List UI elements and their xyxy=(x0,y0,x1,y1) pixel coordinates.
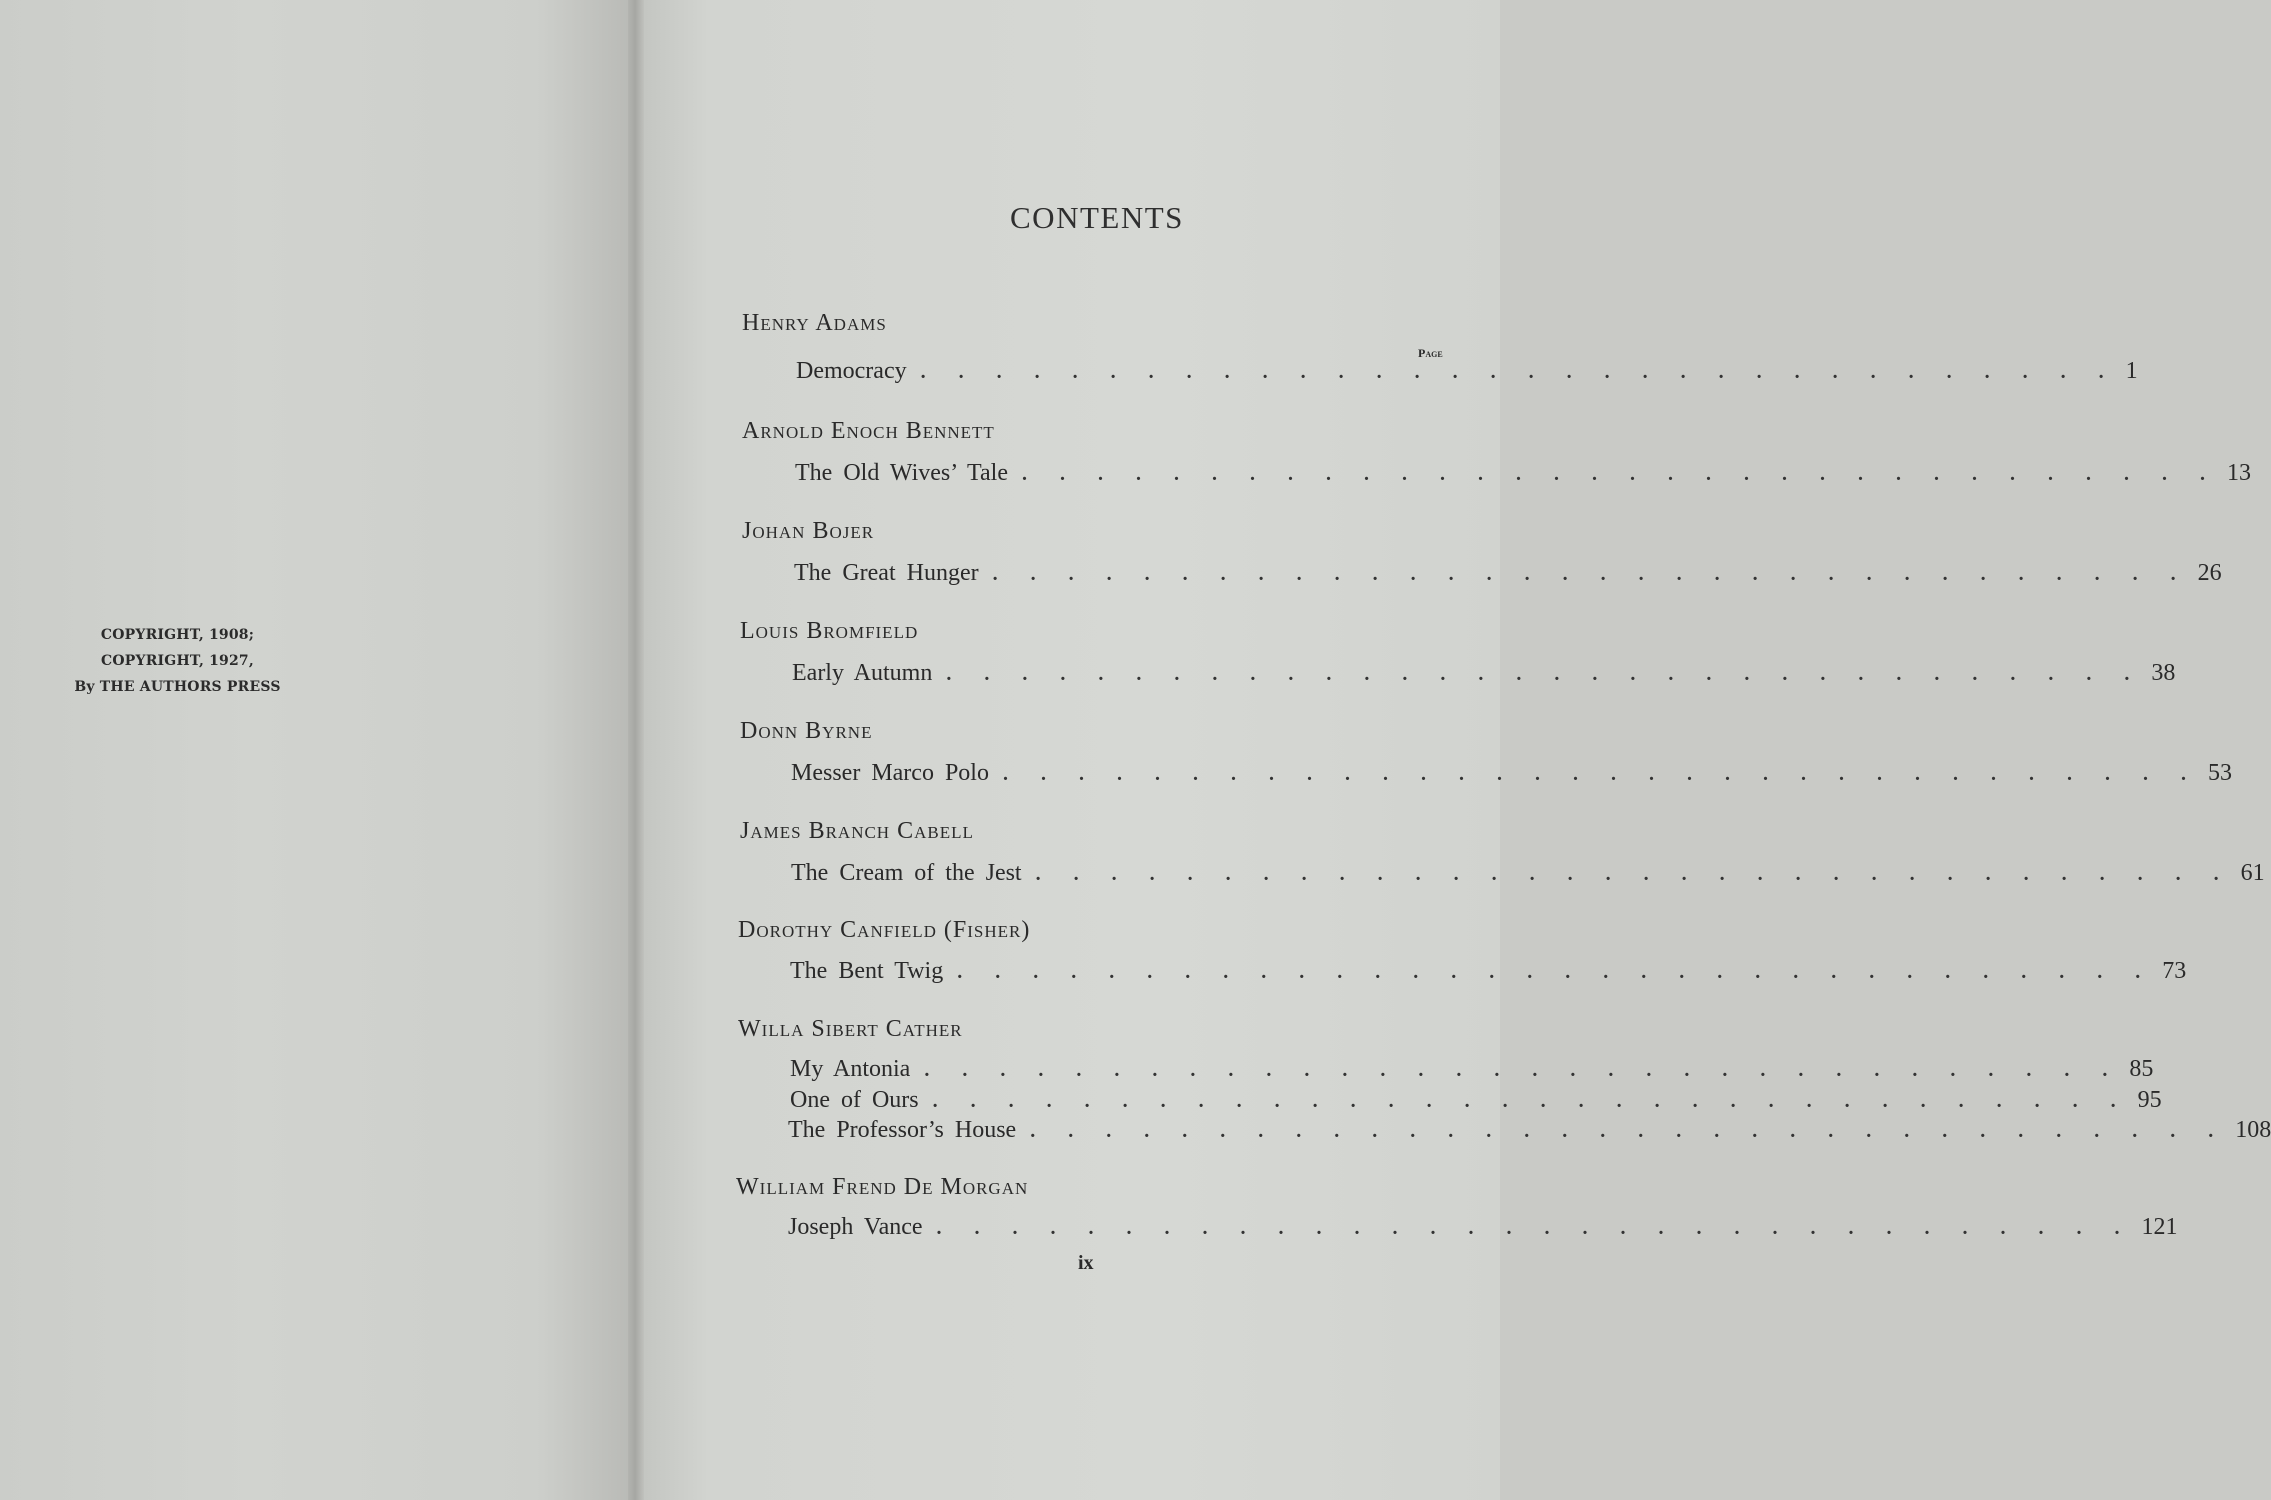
author-name: James Branch Cabell xyxy=(740,818,974,844)
dot-leader: . . . . . . . . . . . . . . . . . . . . . . . . . . . . . . . . xyxy=(932,1090,2130,1112)
toc-entry xyxy=(788,1214,2178,1246)
page-number: 26 xyxy=(2197,560,2222,586)
book-gutter xyxy=(628,0,644,1500)
toc-entry xyxy=(791,860,2265,892)
work-title: The Professor’s House xyxy=(788,1117,1017,1143)
author-name: Donn Byrne xyxy=(740,718,873,744)
dot-leader: . . . . . . . . . . . . . . . . . . . . . . . . . . . . . . . . xyxy=(936,1217,2134,1239)
author-name: Johan Bojer xyxy=(742,518,875,544)
page-number: 108 xyxy=(2235,1117,2271,1143)
dot-leader: . . . . . . . . . . . . . . . . . . . . . . . . . . . . . . . . xyxy=(1035,863,2233,885)
publisher-line: By THE AUTHORS PRESS xyxy=(74,679,281,695)
copyright-line: COPYRIGHT, 1908; xyxy=(100,627,255,643)
toc-entry xyxy=(792,660,2176,692)
page-folio: ix xyxy=(1078,1252,1094,1274)
page-number: 121 xyxy=(2141,1214,2178,1240)
dot-leader: . . . . . . . . . . . . . . . . . . . . . . . . . . . . . . . . xyxy=(957,961,2155,983)
work-title: The Old Wives’ Tale xyxy=(795,460,1008,486)
toc-entry xyxy=(788,1117,2271,1149)
author-name: Louis Bromfield xyxy=(740,618,919,644)
dot-leader: . . . . . . . . . . . . . . . . . . . . . . . . . . . . . . . . xyxy=(1021,463,2219,485)
page-number: 95 xyxy=(2137,1087,2162,1113)
work-title: Early Autumn xyxy=(792,660,933,686)
work-title: Joseph Vance xyxy=(788,1214,923,1240)
page-number: 13 xyxy=(2226,460,2251,486)
work-title: Democracy xyxy=(796,358,907,384)
author-name: Arnold Enoch Bennett xyxy=(742,418,995,444)
dot-leader: . . . . . . . . . . . . . . . . . . . . . . . . . . . . . . . . xyxy=(946,663,2144,685)
toc-entry xyxy=(790,1056,2154,1088)
author-name: William Frend De Morgan xyxy=(736,1174,1029,1200)
page-number: 1 xyxy=(2125,358,2138,384)
dot-leader: . . . . . . . . . . . . . . . . . . . . . . . . . . . . . . . . xyxy=(924,1059,2122,1081)
work-title: The Great Hunger xyxy=(794,560,979,586)
copyright-notice xyxy=(40,622,315,700)
author-name: Dorothy Canfield (Fisher) xyxy=(738,917,1031,943)
toc-entry xyxy=(791,760,2232,792)
dot-leader: . . . . . . . . . . . . . . . . . . . . . . . . . . . . . . . . xyxy=(920,361,2118,383)
page-column-header: Page xyxy=(1418,346,1443,360)
dot-leader: . . . . . . . . . . . . . . . . . . . . . . . . . . . . . . . . xyxy=(1030,1120,2228,1142)
toc-entry xyxy=(796,358,2138,390)
page-number: 53 xyxy=(2207,760,2232,786)
toc-entry xyxy=(790,958,2187,990)
dot-leader: . . . . . . . . . . . . . . . . . . . . . . . . . . . . . . . . xyxy=(1002,763,2200,785)
page-number: 61 xyxy=(2240,860,2265,886)
toc-entry xyxy=(794,560,2222,592)
page-number: 38 xyxy=(2151,660,2176,686)
toc-entry xyxy=(795,460,2251,492)
left-page xyxy=(0,0,632,1500)
work-title: The Bent Twig xyxy=(790,958,944,984)
page-number: 73 xyxy=(2162,958,2187,984)
page-number: 85 xyxy=(2129,1056,2154,1082)
work-title: Messer Marco Polo xyxy=(791,760,989,786)
author-name: Henry Adams xyxy=(742,310,887,336)
work-title: My Antonia xyxy=(790,1056,911,1082)
author-name: Willa Sibert Cather xyxy=(738,1016,963,1042)
dot-leader: . . . . . . . . . . . . . . . . . . . . . . . . . . . . . . . . xyxy=(992,563,2190,585)
work-title: The Cream of the Jest xyxy=(791,860,1022,886)
toc-entry xyxy=(790,1087,2162,1119)
copyright-line: COPYRIGHT, 1927, xyxy=(101,653,254,669)
work-title: One of Ours xyxy=(790,1087,919,1113)
contents-title: CONTENTS xyxy=(1010,200,1184,235)
